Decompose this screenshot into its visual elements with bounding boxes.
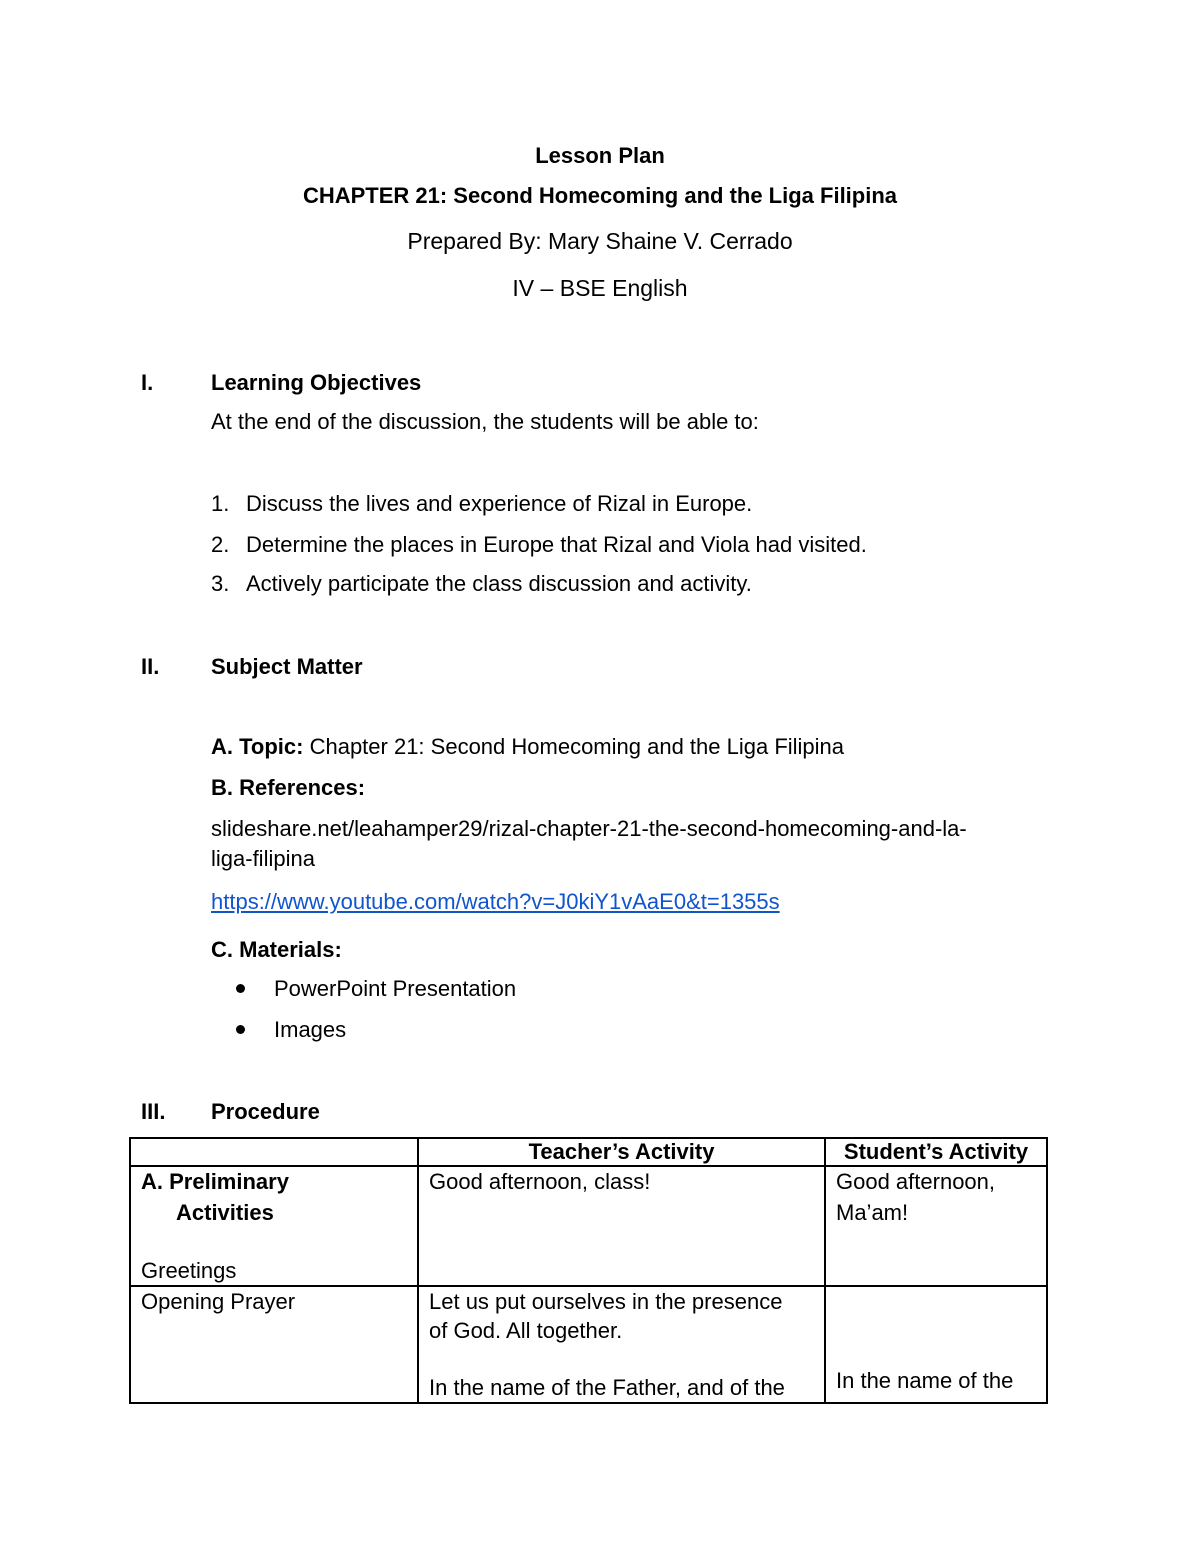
phase-label: A. Preliminary bbox=[141, 1169, 289, 1194]
section2-numeral: II. bbox=[141, 654, 160, 679]
table-cell bbox=[130, 1166, 418, 1286]
objective-item: Discuss the lives and experience of Rizal in Europe. bbox=[246, 491, 753, 516]
table-header-cell: Student’s Activity bbox=[825, 1138, 1047, 1166]
materials-label: C. Materials: bbox=[211, 937, 342, 962]
objective-number: 2. bbox=[211, 532, 230, 557]
objective-number: 1. bbox=[211, 491, 230, 516]
teacher-activity: Let us put ourselves in the presence bbox=[429, 1289, 783, 1314]
objective-item: Determine the places in Europe that Rizal and Viola had visited. bbox=[246, 532, 867, 557]
table-cell bbox=[825, 1166, 1047, 1286]
prepared-by: Prepared By: Mary Shaine V. Cerrado bbox=[407, 228, 793, 254]
objectives-intro: At the end of the discussion, the students will be able to: bbox=[211, 409, 759, 434]
material-item: Images bbox=[274, 1017, 347, 1042]
section2-heading: Subject Matter bbox=[211, 654, 363, 679]
reference-text: slideshare.net/leahamper29/rizal-chapter-21-the-second-homecoming-and-la- bbox=[211, 816, 967, 841]
reference-link[interactable]: https://www.youtube.com/watch?v=J0kiY1vAaE0&t=1355s bbox=[211, 889, 780, 914]
references-label: B. References: bbox=[211, 775, 366, 800]
section3-numeral: III. bbox=[141, 1099, 166, 1124]
student-activity: In the name of the bbox=[836, 1368, 1014, 1393]
table-cell bbox=[418, 1286, 825, 1403]
page-title: Lesson Plan bbox=[535, 143, 665, 168]
table-cell bbox=[418, 1166, 825, 1286]
step-label: Greetings bbox=[141, 1258, 237, 1283]
section1-numeral: I. bbox=[141, 370, 154, 395]
student-activity: Good afternoon, bbox=[836, 1169, 996, 1194]
course-label: IV – BSE English bbox=[512, 275, 688, 301]
reference-text-cont: liga-filipina bbox=[211, 846, 315, 871]
table-row bbox=[130, 1286, 1047, 1403]
table-header-cell bbox=[130, 1138, 418, 1166]
teacher-activity-cont: of God. All together. bbox=[429, 1318, 623, 1343]
bullet-icon bbox=[236, 1025, 245, 1034]
table-row bbox=[130, 1166, 1047, 1286]
procedure-table bbox=[129, 1137, 1048, 1404]
topic-line bbox=[211, 734, 844, 760]
chapter-title: CHAPTER 21: Second Homecoming and the Liga Filipina bbox=[302, 183, 898, 208]
section3-heading: Procedure bbox=[211, 1099, 320, 1124]
objective-number: 3. bbox=[211, 571, 230, 596]
table-header-cell: Teacher’s Activity bbox=[418, 1138, 825, 1166]
section1-heading: Learning Objectives bbox=[211, 370, 422, 395]
step-label: Opening Prayer bbox=[141, 1289, 296, 1314]
topic-label: A. Topic: bbox=[211, 734, 304, 759]
table-cell bbox=[130, 1286, 418, 1403]
teacher-activity-cont: In the name of the Father, and of the bbox=[429, 1375, 785, 1400]
student-activity-cont: Ma’am! bbox=[836, 1200, 909, 1225]
table-header-row bbox=[130, 1138, 1047, 1166]
phase-label-cont: Activities bbox=[176, 1200, 274, 1225]
topic-value: Chapter 21: Second Homecoming and the Liga Filipina bbox=[303, 734, 845, 759]
material-item: PowerPoint Presentation bbox=[274, 976, 517, 1001]
bullet-icon bbox=[236, 984, 245, 993]
table-cell bbox=[825, 1286, 1047, 1403]
objective-item: Actively participate the class discussion and activity. bbox=[246, 571, 752, 596]
teacher-activity: Good afternoon, class! bbox=[429, 1169, 651, 1194]
